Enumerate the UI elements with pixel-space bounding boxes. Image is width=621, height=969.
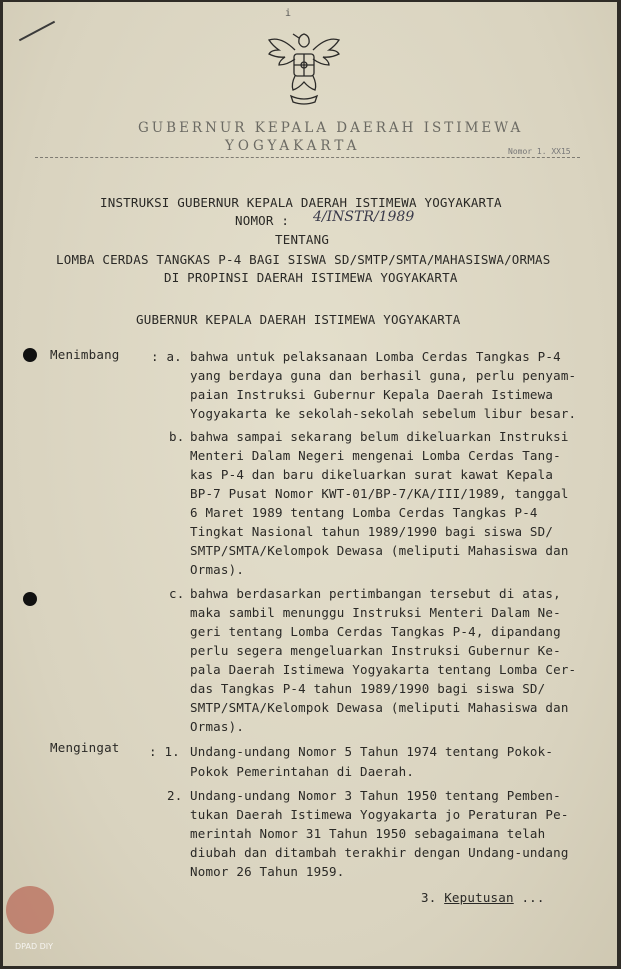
line: das Tangkas P-4 tahun 1989/1990 bagi siswa SD/	[190, 681, 546, 696]
line: merintah Nomor 31 Tahun 1950 sebagaimana telah	[190, 826, 546, 841]
continuation-suffix: ...	[513, 890, 545, 905]
line: Undang-undang Nomor 3 Tahun 1950 tentang Pemben-	[190, 788, 561, 803]
line: geri tentang Lomba Cerdas Tangkas P-4, dipandang	[190, 624, 561, 639]
mengingat-1-text	[190, 744, 553, 784]
line: maka sambil menunggu Instruksi Menteri Dalam Ne-	[190, 605, 561, 620]
archive-seal-icon	[6, 886, 54, 934]
line: Menteri Dalam Negeri mengenai Lomba Cerdas Tang-	[190, 448, 561, 463]
mengingat-2-marker: 2.	[167, 788, 183, 803]
instruction-title: INSTRUKSI GUBERNUR KEPALA DAERAH ISTIMEWA YOGYAKARTA	[100, 195, 502, 210]
line: Ormas).	[190, 719, 245, 734]
letterhead-title: GUBERNUR KEPALA DAERAH ISTIMEWA	[138, 120, 524, 136]
punch-hole-bottom	[23, 592, 37, 606]
line: Pokok Pemerintahan di Daerah.	[190, 764, 415, 779]
menimbang-b-text	[190, 429, 569, 581]
menimbang-b-marker: b.	[169, 429, 185, 444]
nomor-label: NOMOR :	[235, 213, 290, 228]
line: 6 Maret 1989 tentang Lomba Cerdas Tangkas P-4	[190, 505, 538, 520]
letterhead-city: YOGYAKARTA	[225, 138, 361, 154]
line: Yogyakarta ke sekolah-sekolah sebelum libur besar.	[190, 406, 577, 421]
line: Nomor 26 Tahun 1959.	[190, 864, 345, 879]
line: Ormas).	[190, 562, 245, 577]
menimbang-a-marker: : a.	[151, 349, 182, 364]
archive-watermark: DPAD DIY	[15, 942, 54, 951]
line: yang berdaya guna dan berhasil guna, perlu penyam-	[190, 368, 577, 383]
menimbang-a-text	[190, 349, 576, 425]
line: kas P-4 dan baru dikeluarkan surat kawat Kepala	[190, 467, 554, 482]
line: pala Daerah Istimewa Yogyakarta tentang Lomba Cer-	[190, 662, 577, 677]
mengingat-2-text	[190, 788, 569, 883]
line: Undang-undang Nomor 5 Tahun 1974 tentang Pokok-	[190, 744, 554, 759]
letterhead-divider	[35, 157, 580, 158]
line: SMTP/SMTA/Kelompok Dewasa (meliputi Mahasiswa dan	[190, 700, 569, 715]
continuation-prefix: 3.	[421, 890, 445, 905]
menimbang-c-text	[190, 586, 576, 738]
document-page	[3, 2, 617, 966]
menimbang-label: Menimbang	[50, 347, 120, 362]
tentang-label: TENTANG	[275, 232, 330, 247]
page-mark: i	[285, 8, 292, 19]
line: SMTP/SMTA/Kelompok Dewasa (meliputi Mahasiswa dan	[190, 543, 569, 558]
line: bahwa untuk pelaksanaan Lomba Cerdas Tangkas P-4	[190, 349, 561, 364]
line: perlu segera mengeluarkan Instruksi Gubernur Ke-	[190, 643, 561, 658]
issuer-title: GUBERNUR KEPALA DAERAH ISTIMEWA YOGYAKARTA	[136, 312, 461, 327]
line: bahwa berdasarkan pertimbangan tersebut di atas,	[190, 586, 561, 601]
letterhead-reference: Nomor 1. XX15	[508, 147, 571, 156]
mengingat-1-marker: : 1.	[149, 744, 180, 759]
nomor-handwritten: 4/INSTR/1989	[313, 209, 415, 225]
subject-line-2: DI PROPINSI DAERAH ISTIMEWA YOGYAKARTA	[164, 270, 458, 285]
continuation-note	[421, 890, 545, 905]
garuda-emblem-icon	[265, 26, 343, 110]
line: bahwa sampai sekarang belum dikeluarkan Instruksi	[190, 429, 569, 444]
mengingat-label: Mengingat	[50, 740, 120, 755]
line: diubah dan ditambah terakhir dengan Undang-undang	[190, 845, 569, 860]
continuation-word: Keputusan	[444, 890, 514, 905]
menimbang-c-marker: c.	[169, 586, 185, 601]
pen-stroke-mark	[19, 21, 55, 42]
line: Tingkat Nasional tahun 1989/1990 bagi siswa SD/	[190, 524, 554, 539]
line: BP-7 Pusat Nomor KWT-01/BP-7/KA/III/1989, tanggal	[190, 486, 569, 501]
line: paian Instruksi Gubernur Kepala Daerah Istimewa	[190, 387, 554, 402]
punch-hole-top	[23, 348, 37, 362]
subject-line-1: LOMBA CERDAS TANGKAS P-4 BAGI SISWA SD/SMTP/SMTA/MAHASISWA/ORMAS	[56, 252, 551, 267]
line: tukan Daerah Istimewa Yogyakarta jo Peraturan Pe-	[190, 807, 569, 822]
